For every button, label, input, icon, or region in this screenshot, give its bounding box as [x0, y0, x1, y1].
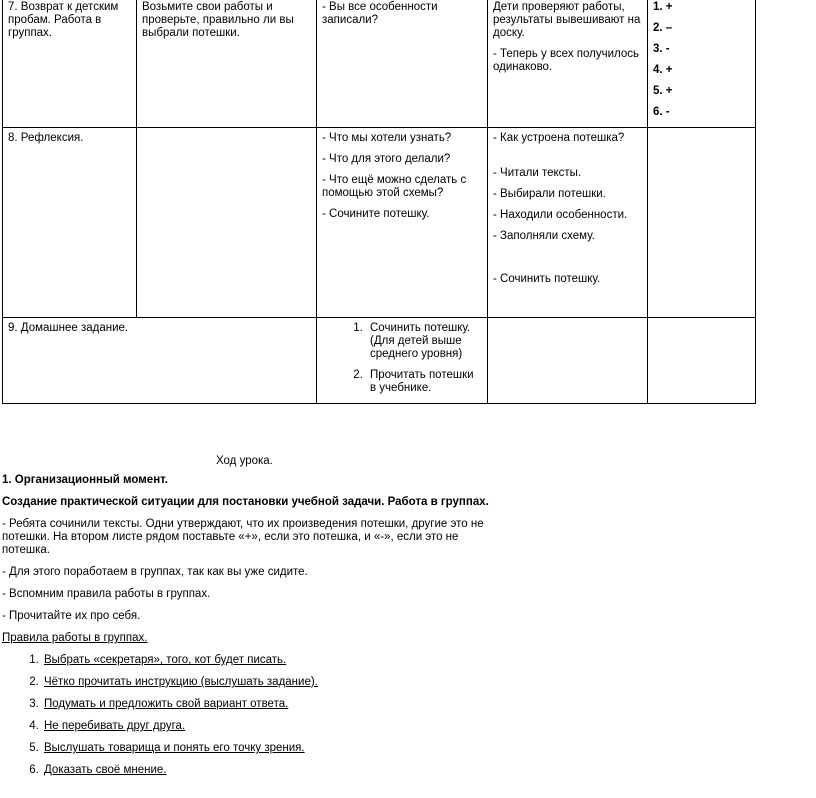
students-text: - Заполняли схему.: [493, 230, 595, 242]
homework-list: [322, 322, 482, 395]
list-item: 1. Сочинить потешку. (Для детей выше среднего уровня): [366, 322, 482, 361]
section-title: 1. Организационный момент.: [2, 474, 168, 486]
list-item: 2. Чётко прочитать инструкцию (выслушать задание).: [42, 676, 492, 689]
students-cell: [488, 0, 648, 128]
students-text: - Читали тексты.: [493, 167, 582, 179]
stage-cell: [3, 0, 137, 128]
paragraph: - Ребята сочинили тексты. Одни утверждают, что их произведения потешки, другие это не потешки. На втором листе рядом поставьте «+», если это потешка, и «-», если это не потешка.: [2, 518, 484, 556]
result-item: 4. +: [653, 64, 673, 76]
section-title: Создание практической ситуации для постановки учебной задачи. Работа в группах.: [2, 496, 489, 508]
question-text: - Вы все особенности записали?: [322, 1, 438, 26]
result-item: 6. -: [653, 106, 670, 118]
table-row: [3, 318, 756, 404]
result-item: 5. +: [653, 85, 673, 97]
stage-cell: [3, 128, 137, 318]
teacher-cell: [137, 0, 317, 128]
question-text: - Что мы хотели узнать?: [322, 132, 452, 144]
list-item: 1. Выбрать «секретаря», того, кот будет писать.: [42, 654, 492, 667]
students-text: - Как устроена потешка?: [493, 132, 625, 144]
results-cell: [648, 128, 756, 318]
question-cell: [317, 128, 488, 318]
result-item: 2. –: [653, 22, 673, 34]
lesson-plan-table: [2, 0, 756, 404]
homework-cell: [317, 318, 488, 404]
results-cell: [648, 318, 756, 404]
stage-label: 8. Рефлексия.: [8, 132, 84, 144]
paragraph: - Прочитайте их про себя.: [2, 610, 141, 622]
lesson-heading: Ход урока.: [216, 455, 273, 467]
stage-cell: [3, 318, 317, 404]
list-item: 5. Выслушать товарища и понять его точку зрения.: [42, 742, 492, 755]
question-text: - Что ещё можно сделать с помощью этой схемы?: [322, 174, 467, 199]
students-cell: [488, 128, 648, 318]
students-text: - Теперь у всех получилось одинаково.: [493, 48, 639, 73]
table-row: [3, 128, 756, 318]
teacher-cell: [137, 128, 317, 318]
students-text: - Сочинить потешку.: [493, 273, 601, 285]
list-item: 2. Прочитать потешки в учебнике.: [366, 369, 482, 395]
students-text: - Находили особенности.: [493, 209, 628, 221]
students-text: - Выбирали потешки.: [493, 188, 606, 200]
rules-title: Правила работы в группах.: [2, 632, 148, 644]
students-text: Дети проверяют работы, результаты вывешивают на доску.: [493, 1, 641, 39]
students-cell: [488, 318, 648, 404]
paragraph: - Для этого поработаем в группах, так как вы уже сидите.: [2, 566, 308, 578]
lesson-body: [2, 450, 492, 786]
list-item: 6. Доказать своё мнение.: [42, 764, 492, 777]
question-cell: [317, 0, 488, 128]
question-text: - Сочините потешку.: [322, 208, 430, 220]
stage-label: 7. Возврат к детским пробам. Работа в группах.: [8, 1, 119, 39]
list-item: 4. Не перебивать друг друга.: [42, 720, 492, 733]
question-text: - Что для этого делали?: [322, 153, 451, 165]
list-item: 3. Подумать и предложить свой вариант ответа.: [42, 698, 492, 711]
result-item: 3. -: [653, 43, 670, 55]
result-item: 1. +: [653, 1, 673, 13]
table-row: [3, 0, 756, 128]
stage-label: 9. Домашнее задание.: [8, 322, 129, 334]
rules-list: [2, 654, 492, 777]
results-cell: [648, 0, 756, 128]
paragraph: - Вспомним правила работы в группах.: [2, 588, 211, 600]
teacher-text: Возьмите свои работы и проверьте, правильно ли вы выбрали потешки.: [142, 1, 294, 39]
